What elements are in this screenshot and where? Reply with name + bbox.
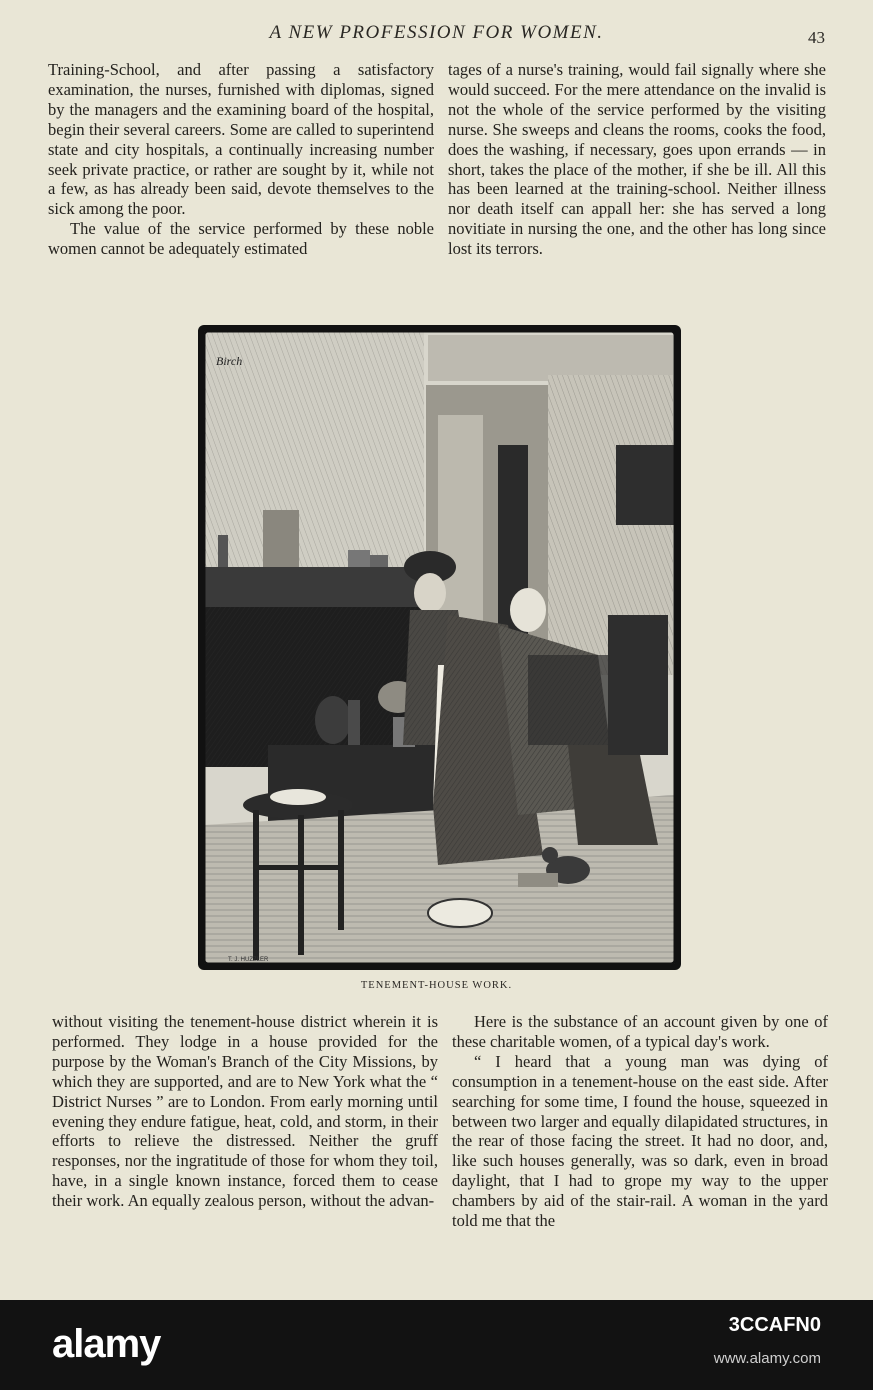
paragraph: Here is the substance of an account given by one of these charitable women, of a typical day's work.: [452, 1012, 828, 1051]
paragraph: “ I heard that a young man was dying of consumption in a tenement-house on the east side. After searching for some time, I found the house, squeezed in between two larger and equally dilapidated structures, in the rear of those facing the street. It had no door, and, like such houses generally, was so dark, even in broad daylight, that I had to grope my way to the upper chambers by aid of the stair-rail. A woman in the yard told me that the: [452, 1051, 828, 1231]
artist-signature: Birch: [216, 354, 243, 368]
illustration-caption: TENEMENT-HOUSE WORK.: [360, 980, 513, 991]
engraving-illustration: [198, 325, 681, 970]
paragraph: The value of the service performed by these noble women cannot be adequately estimated: [48, 219, 434, 259]
stock-watermark-footer: [0, 1300, 873, 1390]
text-column-top-right: [448, 60, 826, 259]
paragraph: without visiting the tenement-house district wherein it is performed. They lodge in a house provided for the purpose by the Woman's Branch of the City Missions, by which they are supported, and are to New York what the “ District Nurses ” are to London. From early morning until evening they endure fatigue, heat, cold, and storm, in their efforts to relieve the distressed. Neither the gruff responses, nor the ingratitude of those for whom they toil, have, in a single known instance, forced them to cease their work. An equally zealous person, without the advan-: [52, 1012, 438, 1211]
paragraph: tages of a nurse's training, would fail signally where she would succeed. For the mere attendance on the invalid is not the whole of the service performed by the visiting nurse. She sweeps and cleans the rooms, cooks the food, does the washing, if necessary, goes upon errands — in short, takes the place of the mother, if she be ill. All this has been learned at the training-school. Neither illness nor death itself can appall her: she has served a long novitiate in nursing the one, and the other has long since lost its terrors.: [448, 60, 826, 259]
image-id: 3CCAFN0: [728, 1314, 821, 1336]
engraver-signature: T. J. HUZZLER: [228, 957, 269, 963]
page-number: 43: [808, 28, 825, 47]
paragraph: Training-School, and after passing a satisfactory examination, the nurses, furnished with diplomas, signed by the managers and the examining board of the hospital, begin their several careers. Some are called to superintend state and city hospitals, a continually increasing number seek private practice, or rather are sought by it, while not a few, as has already been said, devote themselves to the sick among the poor.: [48, 60, 434, 219]
alamy-logo: alamy: [52, 1322, 161, 1366]
footer-url: www.alamy.com: [713, 1350, 821, 1367]
text-column-top-left: [48, 60, 434, 259]
text-column-bottom-left: [52, 1012, 438, 1211]
running-head: A NEW PROFESSION FOR WOMEN.: [269, 22, 604, 43]
text-column-bottom-right: [452, 1012, 828, 1231]
